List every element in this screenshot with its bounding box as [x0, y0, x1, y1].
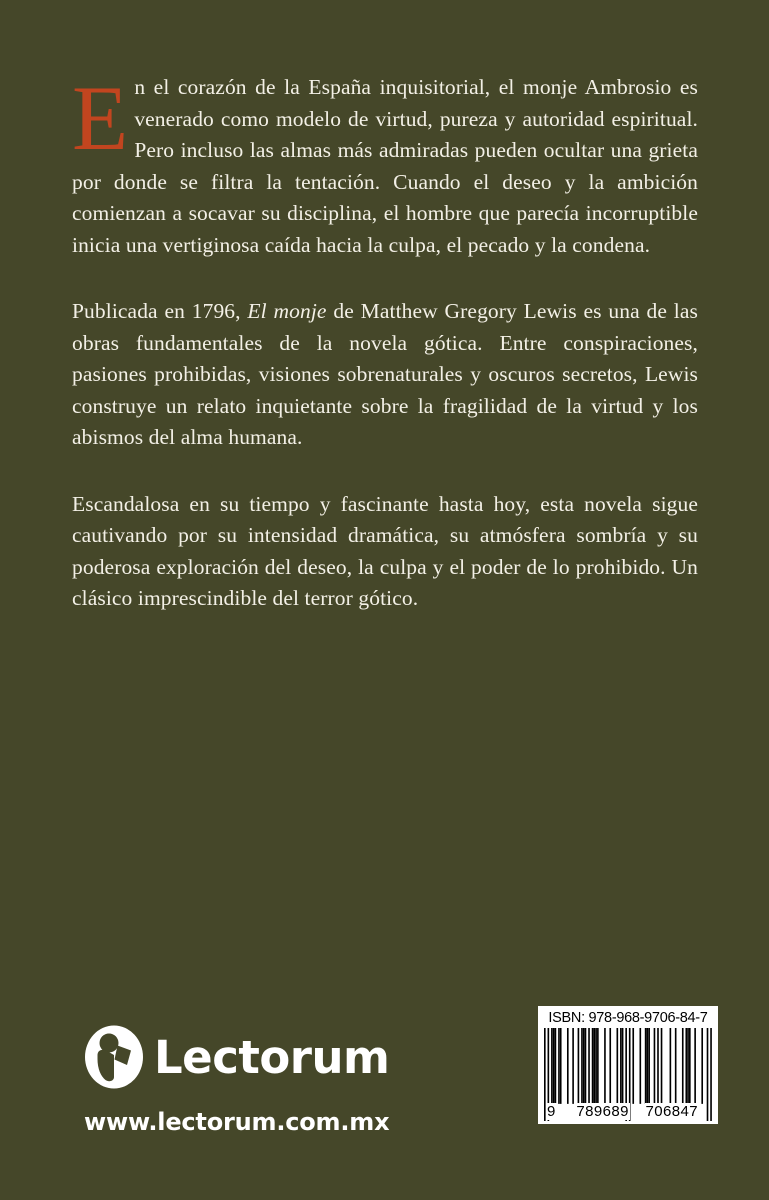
- blurb-paragraph: [72, 296, 698, 454]
- isbn-label: ISBN: 978-968-9706-84-7: [548, 1010, 708, 1026]
- publisher-name: Lectorum: [154, 1030, 390, 1084]
- isbn-barcode-block: [538, 1006, 718, 1124]
- publisher-website: www.lectorum.com.mx: [84, 1108, 390, 1136]
- lectorum-reader-circle-icon: [84, 1025, 144, 1089]
- blurb-paragraph-text: Publicada en 1796,: [72, 299, 248, 323]
- blurb-paragraph-text: Escandalosa en su tiempo y fascinante hasta hoy, esta novela sigue cautivando por su intensidad dramática, su atmósfera sombría y su poderosa exploración del deseo, la culpa y el poder de lo prohibido. Un clásico imprescindible del terror gótico.: [72, 491, 698, 610]
- blurb-paragraph-text: de Matthew Gregory Lewis es una de las obras fundamentales de la novela gótica. Entre conspiraciones, pasiones prohibidas, visiones sobrenaturales y oscuros secretos, Lewis construye un relato inquietante sobre la fragilidad de la virtud y los abismos del alma humana.: [72, 299, 698, 449]
- blurb-paragraph-text: n el corazón de la España inquisitorial, el monje Ambrosio es venerado como modelo de virtud, pureza y autoridad espiritual. Pero incluso las almas más admiradas pueden ocultar una grieta por donde se filtra la tentación. Cuando el deseo y la ambición comienzan a socavar su disciplina, el hombre que parecía incorruptible inicia una vertiginosa caída hacia la culpa, el pecado y la condena.: [72, 75, 698, 257]
- book-title-italic: El monje: [247, 299, 327, 323]
- blurb-text-block: [72, 67, 698, 615]
- publisher-logo-row: [84, 1024, 444, 1090]
- barcode-bars-area: [544, 1028, 712, 1121]
- ean-left-digit: 9: [547, 1103, 556, 1120]
- drop-cap-letter: E: [72, 67, 129, 169]
- blurb-paragraph: [72, 489, 698, 615]
- ean-digits-row: [544, 1103, 712, 1120]
- blurb-paragraph: [72, 67, 698, 261]
- ean-group-one: 789689: [576, 1103, 629, 1120]
- publisher-block: [84, 1024, 444, 1136]
- ean-group-two: 706847: [645, 1103, 698, 1120]
